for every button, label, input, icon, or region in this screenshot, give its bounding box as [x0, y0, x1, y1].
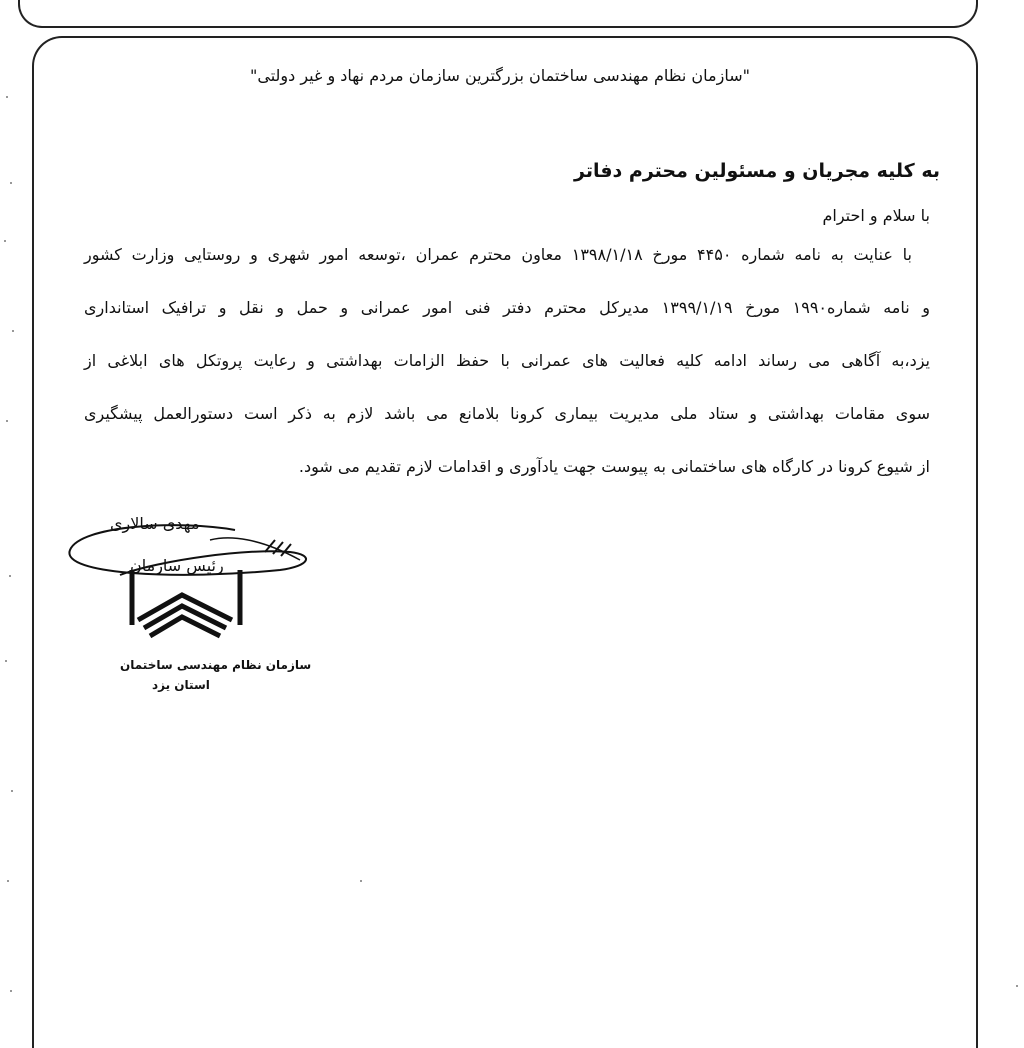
stamp-province-name: استان یزد: [152, 678, 210, 692]
signature-block: [60, 500, 320, 720]
letter-greeting: با سلام و احترام: [822, 206, 930, 225]
body-line: سوی مقامات بهداشتی و ستاد ملی مدیریت بیماری کرونا بلامانع می باشد لازم به ذکر است دستورالعمل پیشگیری: [84, 404, 930, 423]
scan-speck: [10, 182, 12, 184]
organization-logo-icon: [132, 570, 240, 636]
scan-speck: [6, 420, 8, 422]
scan-speck: [7, 880, 9, 882]
letter-body: [84, 236, 930, 501]
scan-speck: [11, 790, 13, 792]
scan-speck: [9, 575, 11, 577]
body-line: با عنایت به نامه شماره ۴۴۵۰ مورخ ۱۳۹۸/۱/۱۸ معاون محترم عمران ،توسعه امور شهری و روستایی وزارت کشور: [84, 245, 913, 264]
letter-recipient-heading: به کلیه مجریان و مسئولین محترم دفاتر: [574, 160, 940, 182]
body-line: و نامه شماره۱۹۹۰ مورخ ۱۳۹۹/۱/۱۹ مدیرکل محترم دفتر فنی امور عمرانی و حمل و نقل و ترافیک استانداری: [84, 298, 930, 317]
scan-speck: [1016, 985, 1018, 987]
scan-speck: [6, 96, 8, 98]
scan-speck: [12, 330, 14, 332]
organization-motto: "سازمان نظام مهندسی ساختمان بزرگترین سازمان مردم نهاد و غیر دولتی": [250, 66, 750, 85]
body-line: از شیوع کرونا در کارگاه های ساختمانی به پیوست جهت یادآوری و اقدامات لازم تقدیم می شود.: [298, 457, 930, 476]
scan-speck: [10, 990, 12, 992]
scan-speck: [4, 240, 6, 242]
top-frame-border: [18, 0, 978, 28]
stamp-organization-name: سازمان نظام مهندسی ساختمان: [120, 658, 312, 672]
signatory-title: رئیس سازمان: [130, 556, 224, 575]
signatory-name: مهدی سالاری: [110, 514, 200, 533]
handwritten-signature: [69, 525, 306, 575]
body-line: یزد،به آگاهی می رساند ادامه کلیه فعالیت های عمرانی با حفظ الزامات بهداشتی و رعایت پروتکل های ابلاغی از: [84, 351, 930, 370]
scan-speck: [5, 660, 7, 662]
